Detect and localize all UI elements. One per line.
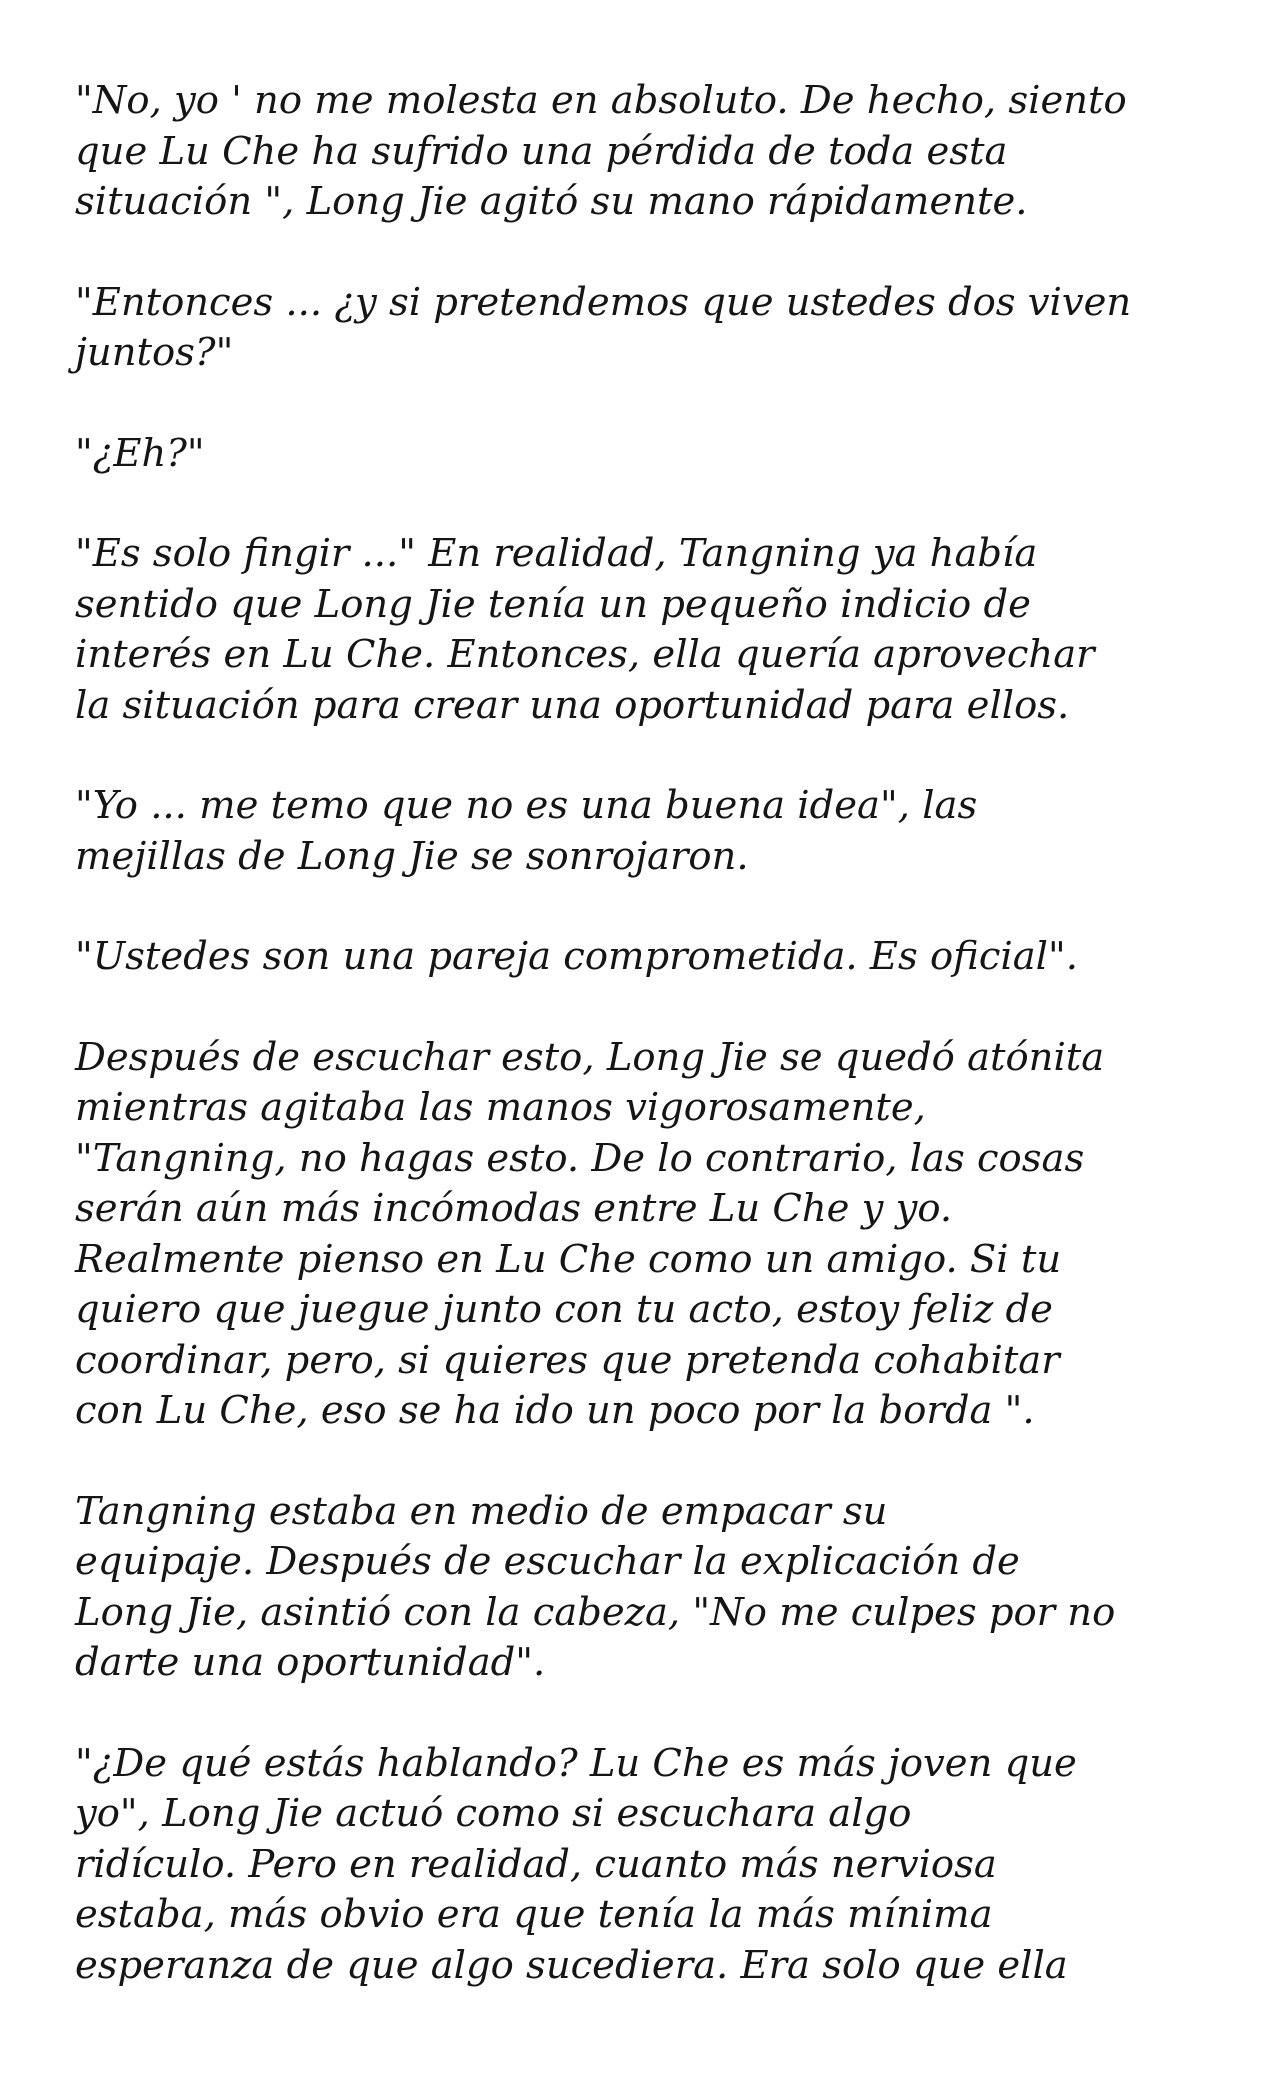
text-line: Tangning estaba en medio de empacar su	[75, 1488, 888, 1534]
paragraph	[75, 76, 1215, 228]
text-line: "¿Eh?"	[75, 430, 205, 476]
text-line: estaba, más obvio era que tenía la más mínima	[75, 1892, 993, 1937]
paragraph	[75, 429, 1215, 480]
paragraph	[75, 278, 1215, 379]
text-line: situación ", Long Jie agitó su mano rápidamente.	[75, 179, 1028, 224]
text-line: quiero que juegue junto con tu acto, estoy feliz de	[75, 1287, 1053, 1332]
text-line: Long Jie, asintió con la cabeza, "No me culpes por no	[75, 1589, 1116, 1635]
text-line: equipaje. Después de escuchar la explicación de	[75, 1539, 1020, 1584]
text-line: ridículo. Pero en realidad, cuanto más nerviosa	[75, 1841, 997, 1887]
text-line: la situación para crear una oportunidad para ellos.	[75, 682, 1070, 728]
text-line: Después de escuchar esto, Long Jie se quedó atónita	[75, 1034, 1105, 1080]
text-line: sentido que Long Jie tenía un pequeño indicio de	[75, 581, 1031, 627]
text-line: Realmente pienso en Lu Che como un amigo. Si tu	[75, 1236, 1062, 1282]
paragraph	[75, 781, 1215, 882]
text-line: darte una oportunidad".	[75, 1640, 546, 1685]
text-line: "¿De qué estás hablando? Lu Che es más joven que	[75, 1740, 1077, 1786]
text-line: "Es solo fingir ..." En realidad, Tangning ya había	[75, 531, 1038, 576]
text-line: "Ustedes son una pareja comprometida. Es oficial".	[75, 934, 1078, 979]
text-line: mejillas de Long Jie se sonrojaron.	[75, 833, 749, 879]
text-line: serán aún más incómodas entre Lu Che y yo.	[75, 1186, 953, 1231]
paragraph	[75, 1739, 1215, 1992]
paragraph	[75, 932, 1215, 983]
text-line: que Lu Che ha sufrido una pérdida de toda esta	[75, 128, 1008, 174]
text-line: mientras agitaba las manos vigorosamente,	[75, 1085, 926, 1130]
text-line: "Tangning, no hagas esto. De lo contrario, las cosas	[75, 1135, 1085, 1181]
paragraph	[75, 529, 1215, 731]
text-line: juntos?"	[75, 330, 234, 375]
paragraph	[75, 1487, 1215, 1689]
text-line: "No, yo ' no me molesta en absoluto. De hecho, siento	[75, 78, 1127, 123]
text-line: con Lu Che, eso se ha ido un poco por la borda ".	[75, 1388, 1035, 1433]
paragraph	[75, 1033, 1215, 1437]
text-line: "Yo ... me temo que no es una buena idea", las	[75, 783, 978, 828]
text-line: interés en Lu Che. Entonces, ella quería aprovechar	[75, 632, 1095, 677]
text-line: esperanza de que algo sucediera. Era solo que ella	[75, 1942, 1068, 1988]
text-line: "Entonces ... ¿y si pretendemos que ustedes dos viven	[75, 279, 1132, 325]
text-line: coordinar, pero, si quieres que pretenda cohabitar	[75, 1337, 1060, 1383]
text-line: yo", Long Jie actuó como si escuchara algo	[75, 1791, 912, 1836]
